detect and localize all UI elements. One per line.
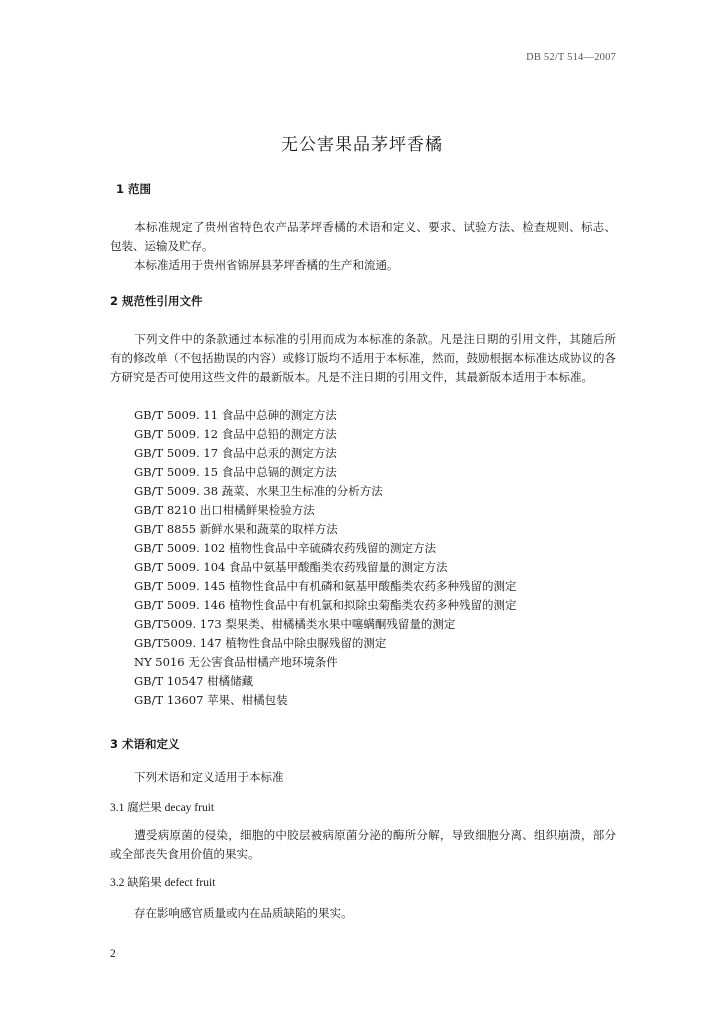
reference-item: GB/T 5009. 17 食品中总汞的测定方法 (134, 446, 337, 460)
page-number: 2 (110, 948, 116, 960)
reference-item: GB/T 5009. 102 植物性食品中辛硫磷农药残留的测定方法 (134, 541, 437, 555)
reference-item: GB/T 8210 出口柑橘鲜果检验方法 (134, 503, 315, 517)
reference-item: GB/T 13607 苹果、柑橘包装 (134, 693, 288, 707)
reference-item: GB/T5009. 173 梨果类、柑橘橘类水果中噻螨酮残留量的测定 (134, 617, 456, 631)
reference-item: GB/T 10547 柑橘储藏 (134, 674, 254, 688)
term-heading-defect-fruit: 3.2 缺陷果 defect fruit (110, 877, 216, 889)
reference-item: GB/T 5009. 12 食品中总铅的测定方法 (134, 427, 337, 441)
terms-intro (110, 768, 616, 787)
scope-paragraph-1-text: 本标准规定了贵州省特色农产品茅坪香橘的术语和定义、要求、试验方法、检查规则、标志、包装、运输及贮存。 (110, 220, 616, 253)
reference-item: GB/T 5009. 145 植物性食品中有机磷和氨基甲酸酯类农药多种残留的测定 (134, 579, 517, 593)
term-definition-defect-fruit (110, 904, 616, 923)
section-heading-terms: 3 术语和定义 (110, 737, 180, 751)
reference-list (134, 406, 517, 710)
section-heading-normative-references: 2 规范性引用文件 (110, 294, 203, 308)
reference-item: GB/T 5009. 104 食品中氨基甲酸酯类农药残留量的测定方法 (134, 560, 448, 574)
scope-paragraph-2 (110, 256, 616, 275)
term-definition-decay-fruit (110, 826, 616, 864)
reference-item: GB/T 5009. 11 食品中总砷的测定方法 (134, 408, 337, 422)
terms-intro-text: 下列术语和定义适用于本标准 (134, 770, 284, 784)
term-heading-decay-fruit: 3.1 腐烂果 decay fruit (110, 802, 215, 814)
standard-code: DB 52/T 514—2007 (526, 52, 616, 63)
term-definition-decay-fruit-text: 遭受病原菌的侵染，细胞的中胶层被病原菌分泌的酶所分解，导致细胞分离、组织崩溃，部分或全部丧失食用价值的果实。 (110, 828, 616, 861)
section-heading-scope: 1 范围 (116, 182, 152, 196)
reference-item: GB/T 5009. 15 食品中总镉的测定方法 (134, 465, 337, 479)
references-intro (110, 330, 616, 387)
scope-paragraph-1 (110, 218, 616, 256)
document-title: 无公害果品茅坪香橘 (281, 135, 443, 155)
references-intro-text: 下列文件中的条款通过本标准的引用而成为本标准的条款。凡是注日期的引用文件，其随后所有的修改单（不包括勘误的内容）或修订版均不适用于本标准，然而，鼓励根据本标准达成协议的各方研究是否可使用这些文件的最新版本。凡是不注日期的引用文件，其最新版本适用于本标准。 (110, 332, 616, 384)
reference-item: GB/T 8855 新鲜水果和蔬菜的取样方法 (134, 522, 338, 536)
scope-paragraph-2-text: 本标准适用于贵州省锦屏县茅坪香橘的生产和流通。 (134, 258, 399, 272)
reference-item: GB/T 5009. 38 蔬菜、水果卫生标准的分析方法 (134, 484, 383, 498)
reference-item: GB/T5009. 147 植物性食品中除虫脲残留的测定 (134, 636, 387, 650)
reference-item: NY 5016 无公害食品柑橘产地环境条件 (134, 655, 338, 669)
reference-item: GB/T 5009. 146 植物性食品中有机氯和拟除虫菊酯类农药多种残留的测定 (134, 598, 517, 612)
term-definition-defect-fruit-text: 存在影响感官质量或内在品质缺陷的果实。 (134, 906, 353, 920)
